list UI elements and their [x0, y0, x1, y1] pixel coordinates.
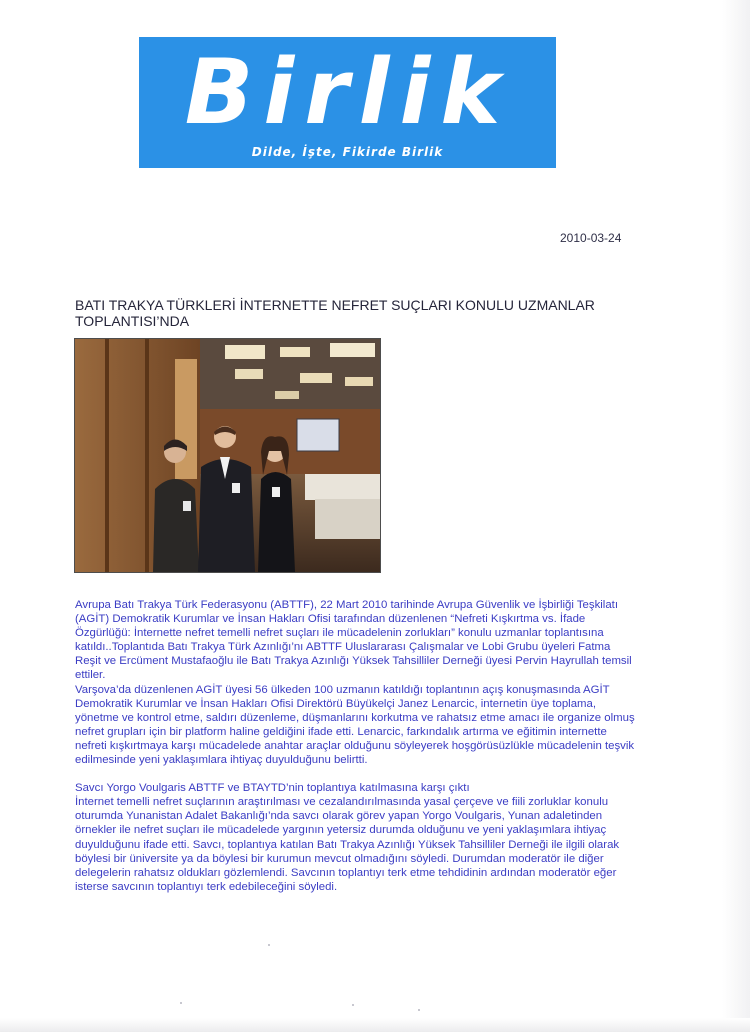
logo-wordmark: Birlik [184, 40, 511, 145]
article-paragraph: İnternet temelli nefret suçlarının araştırılması ve cezalandırılmasında yasal çerçeve ve fiili zorluklar konulu oturumda Yunanistan Adalet Bakanlığı’nda savcı olarak görev yapan Yorgo Voulgaris, Yunan adaletinden örnekler ile nefret suçları ile mücadelede yargının yetersiz durumda olduğunu ve yeni yaklaşımlara ihtiyaç duyulduğunu ifade etti. Savcı, toplantıya katılan Batı Trakya Azınlığı Yüksek Tahsilliler Derneği ile ilgili olarak böylesi bir üniversite ya da böylesi bir kurumun mevcut olmadığını söyledi. Durumdan moderatör ile diğer delegelerin rahatsız oldukları gözlemlendi. Savcının toplantıyı terk etme tehdidinin ardından moderatör eğer isterse savcının toplantıyı terk edebileceğini söyledi. [75, 796, 620, 893]
article-paragraph: Varşova’da düzenlenen AGİT üyesi 56 ülkeden 100 uzmanın katıldığı toplantının açış konuşmasında AGİT Demokratik Kurumlar ve İnsan Hakları Ofisi Direktörü Büyükelçi Janez Lenarcic, internetin üye toplama, yönetme ve kontrol etme, saldırı düzenleme, düşmanlarını korkutma ve rahatsız etme amacı ile organize olmuş nefret grupları için bir platform haline geldiğini ifade etti. Lenarcic, farkındalık artırma ve eğitimin internette nefreti kışkırtmaya karşı mücadelede anahtar araçlar olduğunu söyleyerek hoşgörüsüzlükle mücadelenin teşvik edilmesinde yeni yaklaşımlara ihtiyaç duyulduğunu belirtti. [75, 683, 635, 767]
page-bottom-shadow [0, 1018, 750, 1032]
article-body [75, 598, 635, 894]
meeting-photo-illustration [75, 339, 380, 572]
article-photo [74, 338, 381, 573]
scan-speck [180, 1002, 182, 1004]
scan-speck [268, 944, 270, 946]
article-title: BATI TRAKYA TÜRKLERİ İNTERNETTE NEFRET SUÇLARI KONULU UZMANLAR TOPLANTISI’NDA [75, 297, 595, 329]
article-paragraph: Avrupa Batı Trakya Türk Federasyonu (ABTTF), 22 Mart 2010 tarihinde Avrupa Güvenlik ve İşbirliği Teşkilatı (AGİT) Demokratik Kurumlar ve İnsan Hakları Ofisi tarafından düzenlenen “Nefreti Kışkırtma vs. İfade Özgürlüğü: İnternette nefret temelli nefret suçları ile mücadelenin zorlukları” konulu uzmanlar toplantısına katıldı..Toplantıda Batı Trakya Türk Azınlığı’nı ABTTF Uluslararası Çalışmalar ve Lobi Grubu üyeleri Fatma Reşit ve Ercüment Mustafaoğlu ile Batı Trakya Azınlığı Yüksek Tahsilliler Derneği üyesi Pervin Hayrullah temsil ettiler. [75, 599, 632, 682]
birlik-logo [139, 37, 556, 168]
logo-slogan: Dilde, İşte, Fikirde Birlik [251, 145, 444, 159]
scan-speck [352, 1004, 354, 1006]
article-subheading: Savcı Yorgo Voulgaris ABTTF ve BTAYTD’nin toplantıya katılmasına karşı çıktı [75, 782, 470, 795]
scan-speck [418, 1009, 420, 1011]
page-edge-shadow [722, 0, 750, 1032]
article-date: 2010-03-24 [560, 231, 622, 245]
paragraph-spacer [75, 767, 635, 781]
